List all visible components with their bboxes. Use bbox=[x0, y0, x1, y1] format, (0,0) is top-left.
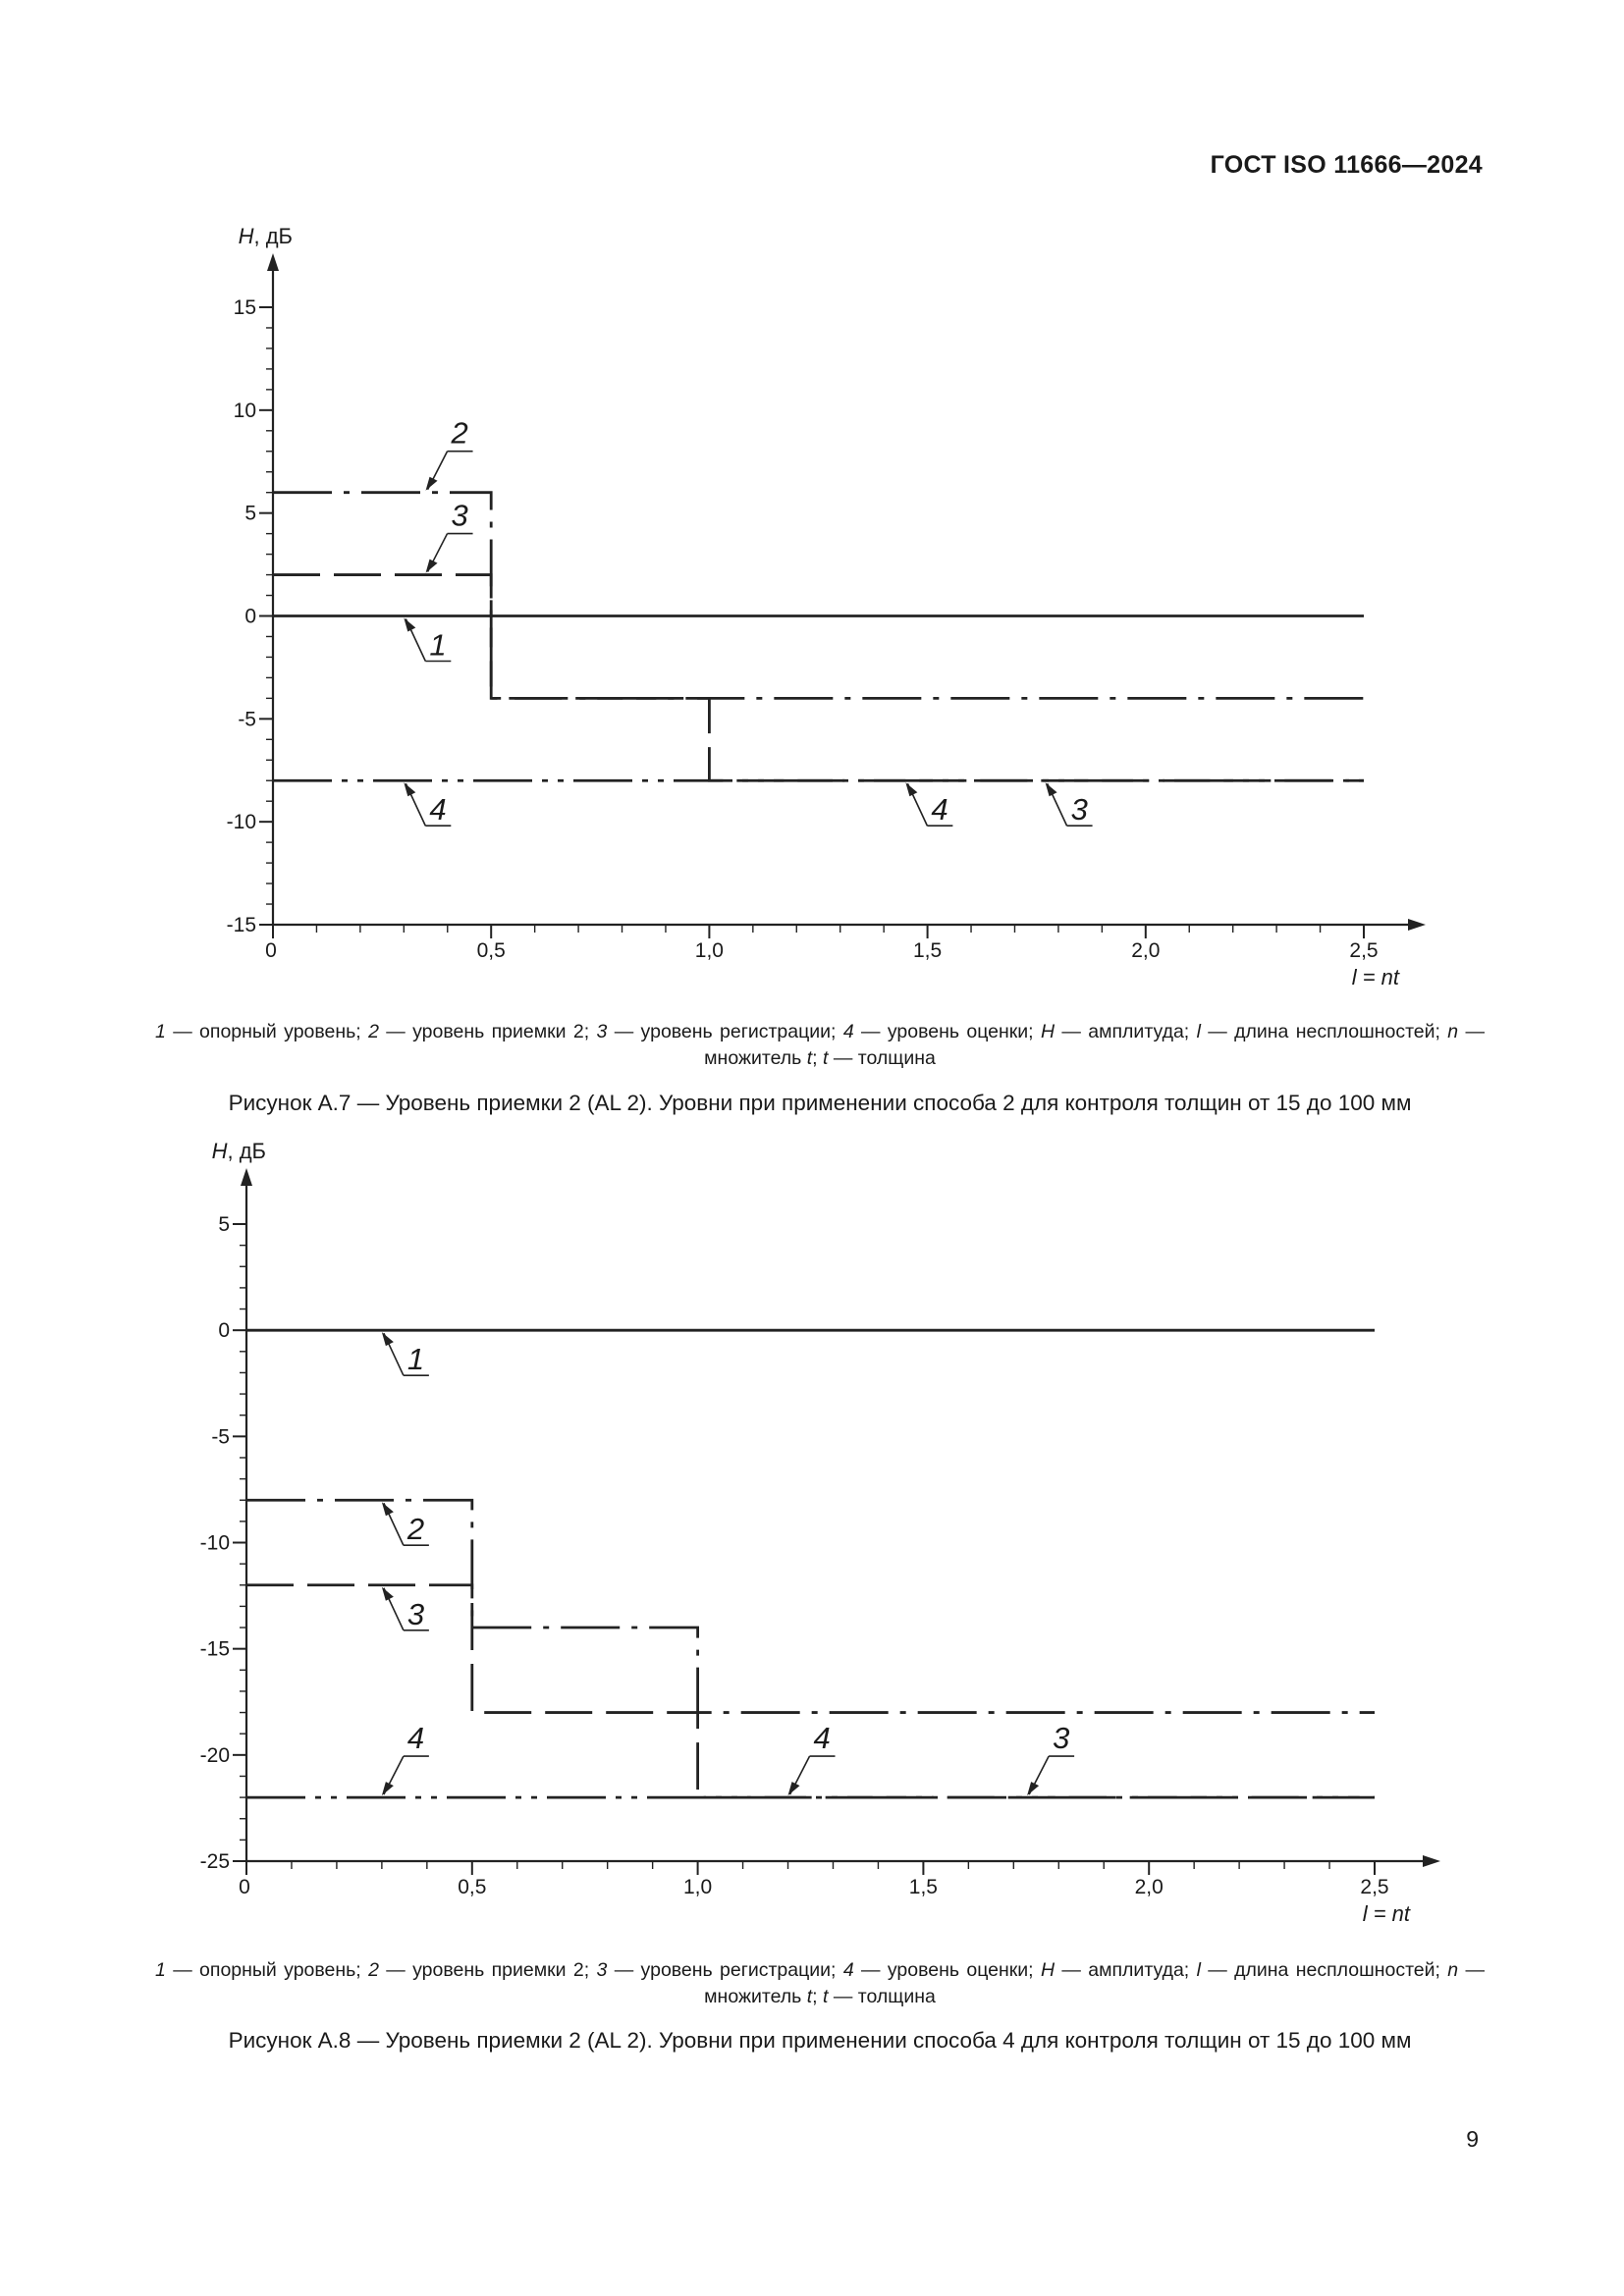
callout-number: 3 bbox=[1053, 1721, 1070, 1756]
y-tick-label: -5 bbox=[238, 708, 256, 731]
y-axis-title: H, дБ bbox=[211, 1139, 266, 1163]
x-tick-label: 2,5 bbox=[1349, 939, 1379, 962]
figure-a7-caption: Рисунок А.7 — Уровень приемки 2 (AL 2). Уровни при применении способа 2 для контроля толщин от 15 до 100 мм bbox=[228, 1091, 1412, 1115]
callout-1 bbox=[382, 1332, 429, 1376]
callout-arrowhead bbox=[382, 1502, 394, 1516]
callout-number: 2 bbox=[406, 1512, 425, 1547]
y-tick-label: 15 bbox=[233, 296, 256, 319]
callout-number: 3 bbox=[451, 498, 468, 533]
callout-number: 4 bbox=[931, 792, 948, 828]
callout-arrowhead bbox=[382, 1782, 394, 1795]
y-axis-arrow bbox=[241, 1168, 252, 1186]
y-tick-label: -10 bbox=[199, 1531, 230, 1555]
figure-a8-legend: 1 — опорный уровень; 2 — уровень приемки 2; 3 — уровень регистрации; 4 — уровень оценки; H — амплитуда; l — длина несплошностей; n — множитель t; t — толщина bbox=[155, 1959, 1485, 2007]
x-tick-label: 0 bbox=[265, 939, 277, 962]
x-axis-arrow bbox=[1423, 1855, 1440, 1867]
y-tick-label: -15 bbox=[199, 1637, 230, 1661]
callout-number: 2 bbox=[451, 415, 468, 451]
callout-number: 4 bbox=[813, 1721, 831, 1756]
callout-number: 3 bbox=[1070, 792, 1088, 828]
x-tick-label: 0,5 bbox=[458, 1876, 487, 1898]
x-tick-label: 0,5 bbox=[476, 939, 506, 962]
y-axis-title: H, дБ bbox=[238, 224, 293, 248]
y-tick-label: -25 bbox=[199, 1850, 230, 1873]
callout-arrowhead bbox=[1027, 1782, 1039, 1795]
callout-4 bbox=[382, 1721, 429, 1795]
y-tick-label: 0 bbox=[244, 605, 256, 628]
x-tick-label: 1,5 bbox=[912, 939, 943, 962]
callout-number: 4 bbox=[406, 1721, 425, 1756]
x-tick-label: 2,0 bbox=[1131, 939, 1161, 962]
x-axis-title: l = nt bbox=[1362, 1901, 1410, 1926]
callout-4 bbox=[788, 1721, 836, 1795]
callout-arrowhead bbox=[382, 1587, 394, 1601]
figure-a7-legend: 1 — опорный уровень; 2 — уровень приемки 2; 3 — уровень регистрации; 4 — уровень оценки; H — амплитуда; l — длина несплошностей; n — множитель t; t — толщина bbox=[155, 1021, 1485, 1069]
callout-number: 3 bbox=[406, 1596, 425, 1631]
callout-3 bbox=[1027, 1721, 1074, 1795]
y-tick-label: 5 bbox=[218, 1213, 230, 1236]
page-number: 9 bbox=[1466, 2126, 1479, 2152]
figure-a8-caption: Рисунок А.8 — Уровень приемки 2 (AL 2). Уровни при применении способа 4 для контроля толщин от 15 до 100 мм bbox=[228, 2028, 1412, 2053]
y-tick-label: -20 bbox=[199, 1743, 230, 1767]
y-tick-label: -15 bbox=[226, 914, 256, 936]
callout-2 bbox=[382, 1502, 429, 1546]
y-tick-label: -5 bbox=[211, 1425, 230, 1449]
x-tick-label: 1,5 bbox=[908, 1876, 939, 1898]
y-tick-label: -10 bbox=[226, 811, 256, 834]
document-code: ГОСТ ISO 11666—2024 bbox=[1210, 151, 1483, 179]
x-axis-title: l = nt bbox=[1351, 965, 1399, 989]
x-tick-label: 1,0 bbox=[694, 939, 725, 962]
y-tick-label: 10 bbox=[233, 399, 256, 422]
x-tick-label: 2,0 bbox=[1134, 1876, 1164, 1898]
callout-number: 4 bbox=[429, 792, 447, 828]
callout-number: 1 bbox=[429, 627, 447, 663]
callout-arrowhead bbox=[788, 1782, 800, 1795]
callout-number: 1 bbox=[406, 1342, 425, 1377]
y-tick-label: 0 bbox=[218, 1319, 230, 1343]
x-tick-label: 2,5 bbox=[1360, 1876, 1389, 1898]
y-tick-label: 5 bbox=[244, 502, 256, 525]
x-tick-label: 1,0 bbox=[682, 1876, 713, 1898]
callout-3 bbox=[382, 1587, 429, 1631]
x-tick-label: 0 bbox=[239, 1876, 250, 1898]
callout-arrowhead bbox=[382, 1332, 394, 1346]
